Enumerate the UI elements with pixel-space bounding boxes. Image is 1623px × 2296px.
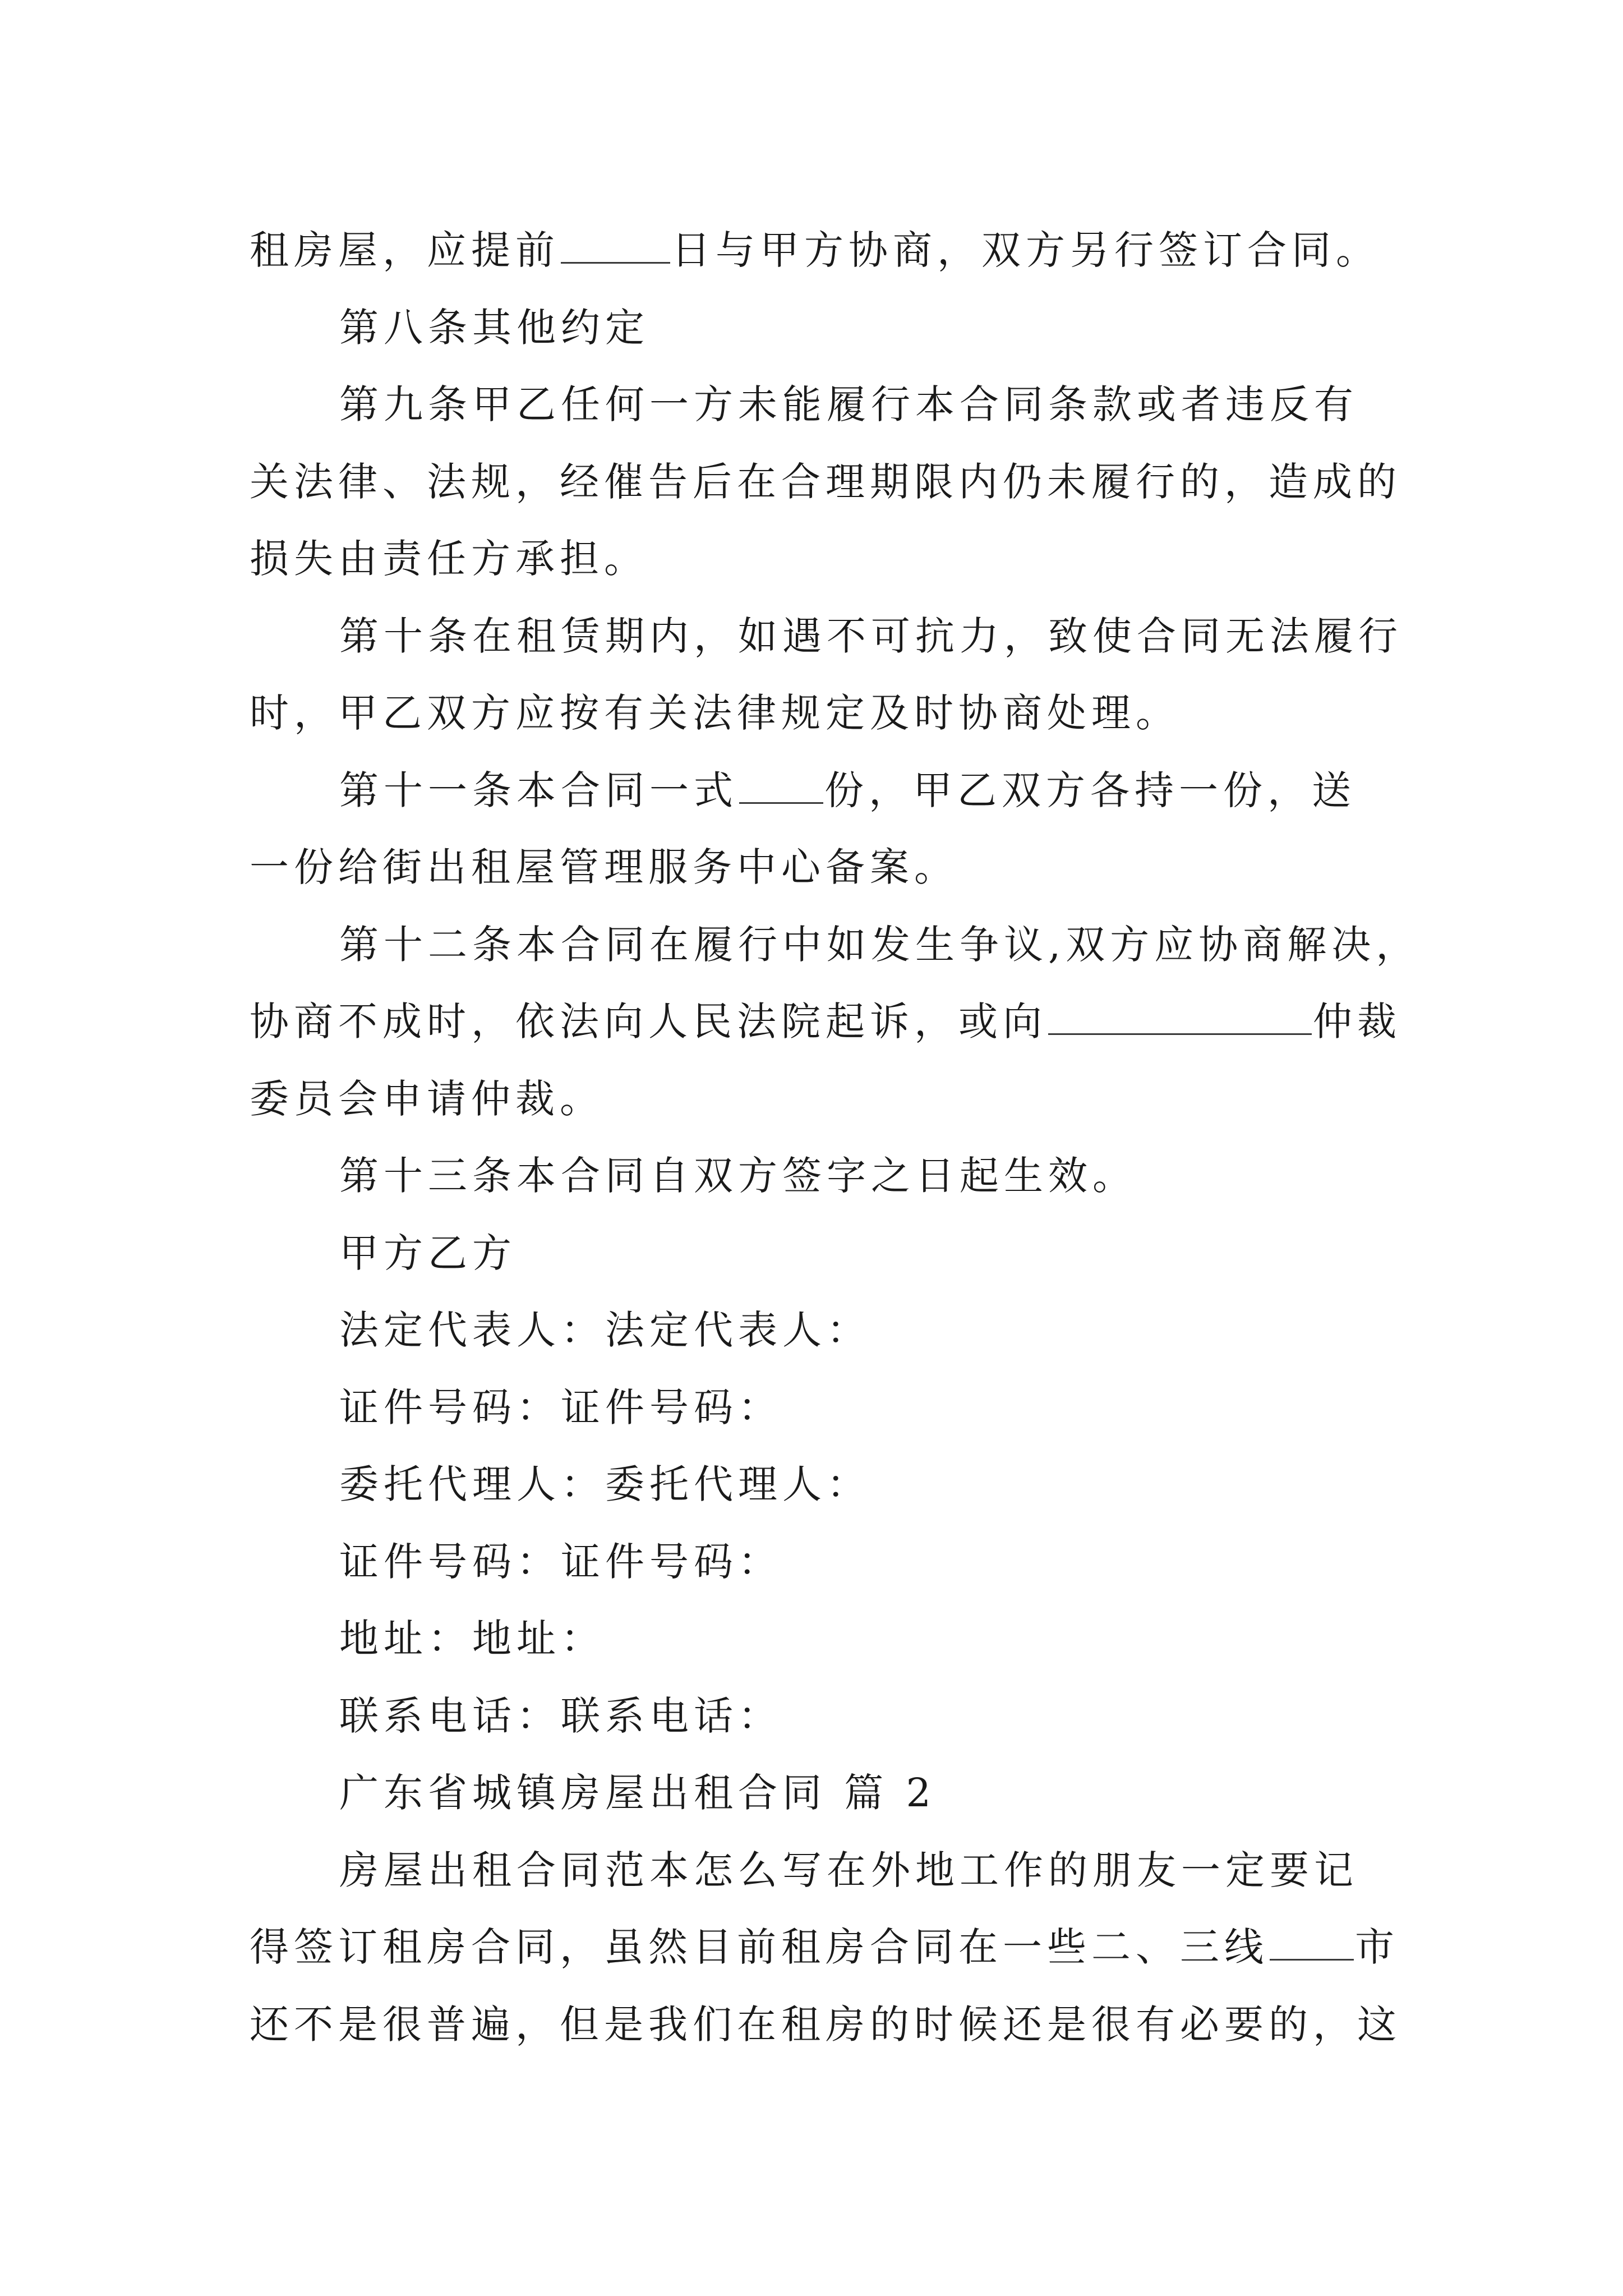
signature-line: 证件号码：证件号码： [339,1539,782,1585]
paragraph-line: 第十条在租赁期内，如遇不可抗力，致使合同无法履行 [339,613,1403,659]
text-segment: 协商不成时，依法向人民法院起诉，或向 [250,999,1047,1045]
paragraph-line: 时，甲乙双方应按有关法律规定及时协商处理。 [250,690,1180,736]
paragraph-line [339,763,1394,817]
paragraph-line: 第十三条本合同自双方签字之日起生效。 [339,1153,1137,1199]
signature-line: 法定代表人：法定代表人： [339,1307,871,1353]
text-segment: 日与甲方协商，双方另行签订合同。 [671,227,1380,273]
signature-line: 地址：地址： [339,1616,605,1662]
clause-heading: 第八条其他约定 [339,305,649,351]
fill-in-blank [561,228,670,264]
paragraph-line: 还不是很普遍，但是我们在租房的时候还是很有必要的，这 [250,2001,1401,2047]
section-title: 广东省城镇房屋出租合同 篇 2 [339,1770,937,1816]
paragraph-line: 房屋出租合同范本怎么写在外地工作的朋友一定要记 [339,1847,1358,1893]
paragraph-line: 第十二条本合同在履行中如发生争议,双方应协商解决， [339,922,1421,968]
paragraph-line: 第九条甲乙任何一方未能履行本合同条款或者违反有 [339,381,1358,427]
text-segment: 租房屋，应提前 [250,227,560,273]
paragraph-line: 损失由责任方承担。 [250,536,648,582]
signature-line: 证件号码：证件号码： [339,1384,782,1430]
text-segment: 得签订租房合同，虽然目前租房合同在一些二、三线 [250,1924,1269,1970]
paragraph-line: 委员会申请仲裁。 [250,1076,604,1122]
signature-line: 联系电话：联系电话： [339,1693,782,1739]
paragraph-line [250,995,1401,1048]
paragraph-line: 关法律、法规，经催告后在合理期限内仍未履行的，造成的 [250,459,1401,505]
paragraph-line [250,223,1394,277]
text-segment: 仲裁 [1313,999,1401,1045]
fill-in-blank [739,769,823,804]
signature-line: 委托代理人：委托代理人： [339,1461,871,1507]
fill-in-blank [1270,1925,1354,1961]
text-segment: 市 [1355,1924,1399,1970]
fill-in-blank [1048,1000,1312,1035]
text-segment: 第十一条本合同一式 [339,767,738,813]
text-segment: 份，甲乙双方各持一份，送 [824,767,1356,813]
paragraph-line: 一份给街出租屋管理服务中心备案。 [250,844,958,890]
signature-line: 甲方乙方 [339,1230,517,1276]
paragraph-line [250,1920,1399,1974]
